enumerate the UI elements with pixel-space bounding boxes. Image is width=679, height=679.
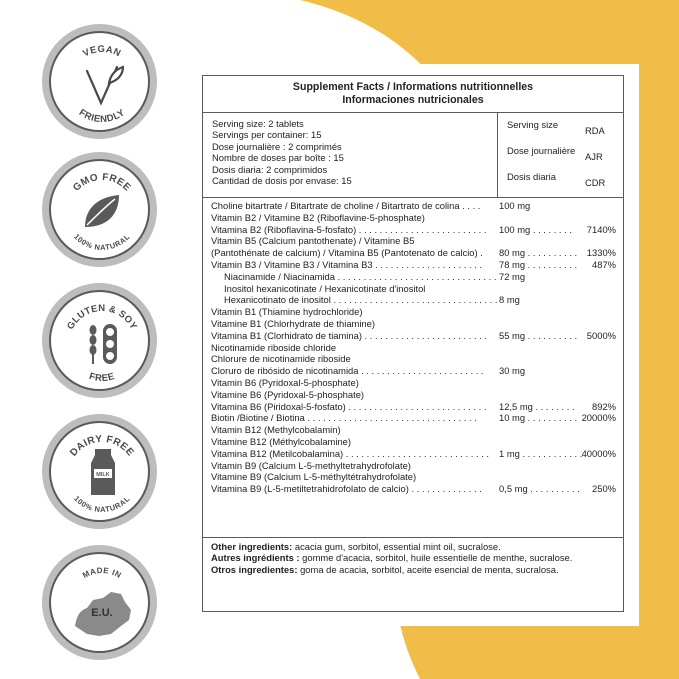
facts-title-line2: Informaciones nutricionales [342,93,484,106]
nutrient-name: Vitamine B1 (Chlorhydrate de thiamine) [211,317,375,329]
serving-info [203,113,623,198]
nutrient-row [203,247,623,259]
nutrient-name: Hexanicotinato de inositol . . . . . . . . . . . . . . . . . . . . . . . . . . . . . . . . [224,294,498,306]
badge-top-text: VEGAN [81,43,123,60]
nutrient-name: Vitamin B9 (Calcium L-5-methyltetrahydrofolate) [211,459,411,471]
vegan-badge [42,24,157,139]
gmo-free-badge [42,152,157,267]
supplement-facts-table [202,75,624,612]
nutrient-name: Vitamina B2 (Riboflavina-5-fosfato) . . . . . . . . . . . . . . . . . . . . . . . . . [211,223,487,235]
nutrient-row [203,342,623,354]
badge-bottom-text: 100% NATURAL [72,232,132,253]
nutrient-name: Nicotinamide riboside chloride [211,341,337,353]
nutrient-amount: 100 mg . . . . . . . . [499,223,572,235]
nutrient-amount: 0,5 mg . . . . . . . . . . [499,483,580,495]
svg-text:E.U.: E.U. [91,607,113,619]
nutrient-row [203,412,623,424]
wheat-soy-icon [90,324,118,364]
nutrient-name: Vitamina B1 (Clorhidrato de tiamina) . . . . . . . . . . . . . . . . . . . . . . . . [211,329,487,341]
nutrient-row [203,283,623,295]
nutrient-row [203,294,623,306]
leaf-v-icon [87,67,123,103]
facts-title-line1: Supplement Facts / Informations nutritionnelles [292,81,534,93]
nutrient-row [203,224,623,236]
serving-line: Nombre de doses par boîte : 15 [212,152,344,164]
nutrient-percent: 1330% [586,247,616,259]
nutrient-row [203,377,623,389]
serving-line: Dose journalière : 2 comprimés [212,140,342,152]
nutrient-percent: 40000% [581,447,616,459]
nutrient-name: Inositol hexanicotinate / Hexanicotinate d'inositol [224,282,426,294]
nutrient-row [203,448,623,460]
europe-map-icon [75,592,131,636]
nutrient-name: Biotin /Biotine / Biotina . . . . . . . . . . . . . . . . . . . . . . . . . . . . . . . . . [211,412,477,424]
nutrient-rows [203,198,623,538]
serving-line: Servings per container: 15 [212,129,322,141]
nutrient-name: Vitamin B3 / Vitamine B3 / Vitamina B3 . . . . . . . . . . . . . . . . . . . . . [211,258,482,270]
milk-carton-icon [91,449,115,495]
nutrient-name: Niacinamide / Niacinamida . . . . . . . . . . . . . . . . . . . . . . . . . . . . . . . [224,270,497,282]
nutrient-name: Vitamin B5 (Calcium pantothenate) / Vitamine B5 [211,235,415,247]
nutrient-row [203,436,623,448]
badge-column [0,0,200,679]
nutrient-row [203,306,623,318]
other-ingredients-line: Other ingredients: acacia gum, sorbitol, essential mint oil, sucralose. [211,541,501,552]
nutrient-name: Choline bitartrate / Bitartrate de choline / Bitartrato de colina . . . . [211,200,481,211]
nutrient-name: Vitamina B9 (L-5-metiltetrahidrofolato de calcio) . . . . . . . . . . . . . . [211,483,482,495]
serving-line: Serving size: 2 tablets [212,118,304,129]
nutrient-row [203,471,623,483]
badge-bottom-text: 100% NATURAL [72,494,132,515]
nutrient-amount: 72 mg [499,270,526,282]
nutrient-name: Vitamina B12 (Metilcobalamina) . . . . . . . . . . . . . . . . . . . . . . . . . . . . [211,447,490,459]
nutrient-row [203,235,623,247]
nutrient-row [203,200,623,212]
badge-top-text: GLUTEN & SOY [65,302,139,332]
nutrient-amount: 12,5 mg . . . . . . . . [499,400,575,412]
nutrient-row [203,330,623,342]
nutrient-name: Vitamine B6 (Pyridoxal-5-phosphate) [211,388,365,400]
nutrient-row [203,353,623,365]
nutrient-name: Vitamine B12 (Méthylcobalamine) [211,435,351,447]
nutrient-row [203,424,623,436]
nutrient-row [203,389,623,401]
gluten-soy-free-badge [42,283,157,398]
nutrient-name: Vitamin B2 / Vitamine B2 (Riboflavine-5-phosphate) [211,211,425,223]
nutrient-row [203,318,623,330]
serving-line: Dosis diaria: 2 comprimidos [212,163,328,175]
leaf-icon [85,195,119,227]
serving-lines [203,113,498,197]
nutrient-row [203,483,623,495]
nutrient-row [203,212,623,224]
nutrient-amount: 10 mg . . . . . . . . . . [499,412,578,424]
supplement-facts-panel [191,64,639,626]
nutrient-amount: 80 mg . . . . . . . . . . [499,247,578,259]
nutrient-name: Vitamin B12 (Methylcobalamin) [211,424,341,436]
badge-bottom-text: FRIENDLY [76,107,128,126]
nutrient-percent: 487% [592,258,616,270]
nutrient-amount: 8 mg [499,294,520,306]
dairy-free-badge [42,414,157,529]
nutrient-row [203,271,623,283]
nutrient-name: Vitamine B9 (Calcium L-5-méthyltétrahydrofolate) [211,471,417,483]
nutrient-name: Vitamin B6 (Pyridoxal-5-phosphate) [211,376,359,388]
other-ingredients-line: Otros ingredientes: goma de acacia, sorbitol, aceite esencial de menta, sucralosa. [211,563,559,575]
nutrient-row [203,401,623,413]
made-in-eu-badge [42,545,157,660]
nutrient-name: Vitamina B6 (Piridoxal-5-fosfato) . . . . . . . . . . . . . . . . . . . . . . . . . . . [211,400,487,412]
badge-top-text: GMO FREE [71,171,133,194]
nutrient-percent: 250% [592,483,616,495]
nutrient-row [203,259,623,271]
serving-line: Cantidad de dosis por envase: 15 [212,175,352,187]
nutrient-name: Cloruro de ribósido de nicotinamida . . . . . . . . . . . . . . . . . . . . . . . . [211,365,484,377]
nutrient-percent: 20000% [581,412,616,424]
nutrient-percent: 892% [592,400,616,412]
nutrient-row [203,460,623,472]
facts-title [203,76,623,113]
nutrient-amount: 30 mg [499,365,526,377]
nutrient-percent: 7140% [586,223,616,235]
nutrient-amount: 55 mg . . . . . . . . . . [499,329,578,341]
dose-headers: Serving size RDA Dose journalière AJR Dosis diaria CDR [507,119,606,188]
badge-top-text: MADE IN [81,565,123,581]
nutrient-name: Chlorure de nicotinamide riboside [211,353,351,365]
nutrient-amount: 100 mg [499,200,531,211]
svg-text:MILK: MILK [96,472,110,478]
other-ingredients [203,538,623,575]
nutrient-row [203,365,623,377]
badge-top-text: DAIRY FREE [68,433,136,459]
nutrient-percent: 5000% [586,329,616,341]
nutrient-amount: 78 mg . . . . . . . . . . [499,258,578,270]
nutrient-name: (Pantothénate de calcium) / Vitamina B5 (Pantotenato de calcio) . [211,247,483,259]
badge-bottom-text: FREE [87,370,117,385]
other-ingredients-line: Autres ingrédients : gomme d'acacia, sorbitol, huile essentielle de menthe, sucralose. [211,552,573,564]
nutrient-name: Vitamin B1 (Thiamine hydrochloride) [211,306,363,318]
nutrient-amount: 1 mg . . . . . . . . . . . . [499,447,583,459]
